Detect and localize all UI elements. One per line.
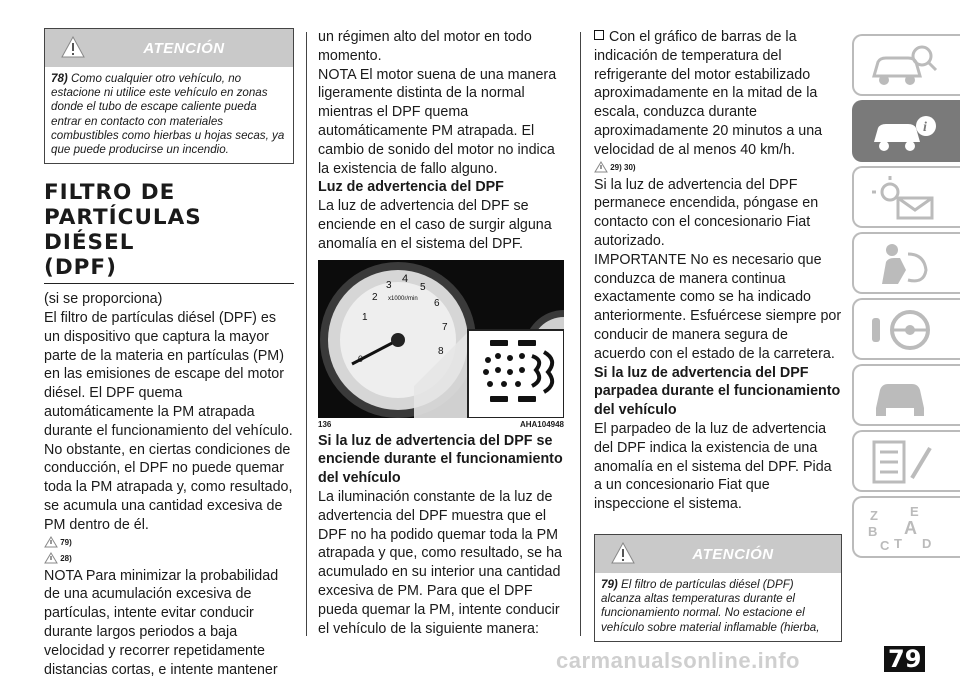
tick-label: 1	[362, 311, 368, 323]
tick-label: 4	[402, 272, 409, 285]
warning-text	[595, 573, 841, 641]
tab-emergency[interactable]	[852, 364, 960, 426]
watermark: carmanualsonline.info	[556, 648, 800, 673]
paragraph-warning-light: La luz de advertencia del DPF se enciende en el caso de surgir alguna anomalía en el sistema del DPF.	[318, 198, 552, 252]
warning-mini-icon	[44, 536, 58, 548]
caution-mini-icon	[594, 161, 608, 173]
column-3	[594, 28, 842, 642]
paragraph-note: NOTA Para minimizar la probabilidad de una acumulación excesiva de partículas, intente evitar conducir durante largos periodos a baja velocidad y recorrer repetidamente distancias cortas, e intente mantener	[44, 567, 279, 678]
column-1	[44, 28, 294, 679]
warning-text	[45, 67, 293, 163]
paragraph-note-sound: NOTA El motor suena de una manera ligeramente distinta de la normal mientras el DPF quema automáticamente PM atrapada. El cambio de sonido del motor no indica la existencia de fallo alguno.	[318, 66, 557, 177]
light-envelope-icon	[868, 174, 938, 222]
section-title-line-3: (DPF)	[44, 255, 117, 281]
tab-instrument-panel[interactable]	[852, 100, 960, 162]
column-divider	[580, 32, 581, 636]
section-title	[44, 180, 294, 284]
paragraph-light-flashing: El parpadeo de la luz de advertencia del DPF indica la existencia de una anomalía en el sistema del DPF. Pida a un concesionario Fiat que inspeccione el sistema.	[594, 420, 832, 513]
tick-label: 6	[434, 297, 440, 309]
warning-header	[595, 535, 841, 573]
warning-body: El filtro de partículas diésel (DPF) alcanza altas temperaturas durante el funcionamiento normal. No estacione el vehículo sobre material inflamable (hierba,	[601, 577, 820, 634]
section-title-line-1: FILTRO DE	[44, 180, 176, 206]
heading-light-on-driving: Si la luz de advertencia del DPF se enciende durante el funcionamiento del vehículo	[318, 432, 563, 487]
warning-body: Como cualquier otro vehículo, no estacione ni utilice este vehículo en zonas donde el tubo de escape caliente pueda entrar en contacto con materiales combustibles como hierbas u hojas secas, ya que puede producirse un incendio.	[51, 72, 285, 157]
section-title-line-2: PARTÍCULAS DIÉSEL	[44, 205, 202, 256]
reference-label: 28)	[60, 553, 72, 563]
index-letter: C	[880, 538, 890, 552]
figure-caption	[318, 420, 564, 429]
paragraph-contact-dealer: Si la luz de advertencia del DPF permanece encendida, póngase en contacto con el concesionario Fiat autorizado.	[594, 176, 819, 249]
warning-header	[45, 29, 293, 67]
column-2	[318, 28, 564, 638]
car-magnifier-icon	[868, 42, 938, 90]
caution-mini-icon	[44, 552, 58, 564]
reference-29-30	[594, 160, 842, 176]
figure-number: 136	[318, 419, 332, 429]
reference-79	[44, 535, 294, 551]
tab-maintenance[interactable]	[852, 430, 960, 492]
svg-text:i: i	[923, 120, 927, 135]
reference-28	[44, 551, 294, 567]
checklist-tools-icon	[868, 438, 938, 486]
tick-label: 7	[442, 321, 448, 333]
paragraph-important: IMPORTANTE No es necesario que conduzca de manera continua exactamente como se ha indicado anteriormente. Esfuércese siempre por conducir de manera segura de acuerdo con el estado de la carretera.	[594, 251, 842, 362]
index-letter: D	[922, 536, 932, 551]
tab-starting-driving[interactable]	[852, 298, 960, 360]
paragraph-bar-graph	[594, 28, 842, 160]
heading-light-flashing: Si la luz de advertencia del DPF parpadea durante el funcionamiento del vehículo	[594, 364, 841, 419]
tick-label: 5	[420, 281, 426, 293]
car-front-icon	[868, 372, 938, 420]
heading-dpf-warning-light: Luz de advertencia del DPF	[318, 179, 504, 196]
paragraph-dpf-intro: El filtro de partículas diésel (DPF) es un dispositivo que captura la mayor parte de la materia en partículas (PM) en las emisiones de escape del motor diésel. El DPF quema automáticamente la PM atrapada durante el funcionamiento del vehículo. No obstante, en ciertas condiciones de conducción, el DPF no puede quemar toda la PM atrapada y, como resultado, se acumula una cantidad excesiva de PM dentro de él.	[44, 310, 293, 533]
warning-box-78	[44, 28, 294, 164]
paragraph-continuation: un régimen alto del motor en todo momento.	[318, 29, 532, 64]
tab-safety[interactable]	[852, 232, 960, 294]
index-letter: Z	[870, 508, 878, 523]
page-number: 79	[884, 646, 925, 672]
warning-box-79	[594, 534, 842, 642]
paragraph-bar-graph-text: Con el gráfico de barras de la indicación de temperatura del refrigerante del motor estabilizado aproximadamente en la mitad de la escala, conduzca durante aproximadamente 20 minutos a una velocidad de al menos 40 km/h.	[594, 29, 823, 158]
tick-label: 8	[438, 345, 444, 357]
index-letter: E	[910, 504, 919, 519]
figure-code: AHA104948	[519, 419, 564, 429]
tab-safety-lights[interactable]	[852, 166, 960, 228]
dashboard-figure	[318, 260, 564, 418]
airbag-person-icon	[868, 240, 938, 288]
warning-title: ATENCIÓN	[143, 40, 225, 57]
car-info-icon	[868, 108, 938, 156]
tab-knowing-car[interactable]	[852, 34, 960, 96]
index-letter: B	[868, 524, 878, 539]
tachometer-illustration	[318, 260, 564, 418]
tick-label: 2	[372, 291, 378, 303]
warning-number: 78)	[51, 72, 68, 85]
tick-label: 3	[386, 279, 392, 291]
column-divider	[306, 32, 307, 636]
checkbox-bullet-icon	[594, 30, 604, 40]
rpm-label: x1000r/min	[388, 295, 418, 302]
alphabet-index-icon	[868, 504, 938, 552]
paragraph-optional: (si se proporciona)	[44, 291, 163, 308]
index-letter: T	[894, 536, 902, 551]
zero-label: 0	[358, 353, 364, 364]
warning-number: 79)	[601, 577, 618, 591]
reference-label: 79)	[60, 537, 72, 547]
tab-index[interactable]	[852, 496, 960, 558]
paragraph-light-on: La iluminación constante de la luz de advertencia del DPF muestra que el DPF no ha podido quemar toda la PM atrapada y que, como resultado, se ha acumulado en su interior una cantidad excesiva de PM. Para que el DPF pueda quemar la PM, intente conducir el vehículo de la siguiente manera:	[318, 488, 562, 637]
steering-wheel-key-icon	[868, 306, 938, 354]
warning-title: ATENCIÓN	[692, 545, 774, 563]
index-letter: A	[904, 518, 917, 538]
reference-label: 29) 30)	[610, 162, 636, 172]
